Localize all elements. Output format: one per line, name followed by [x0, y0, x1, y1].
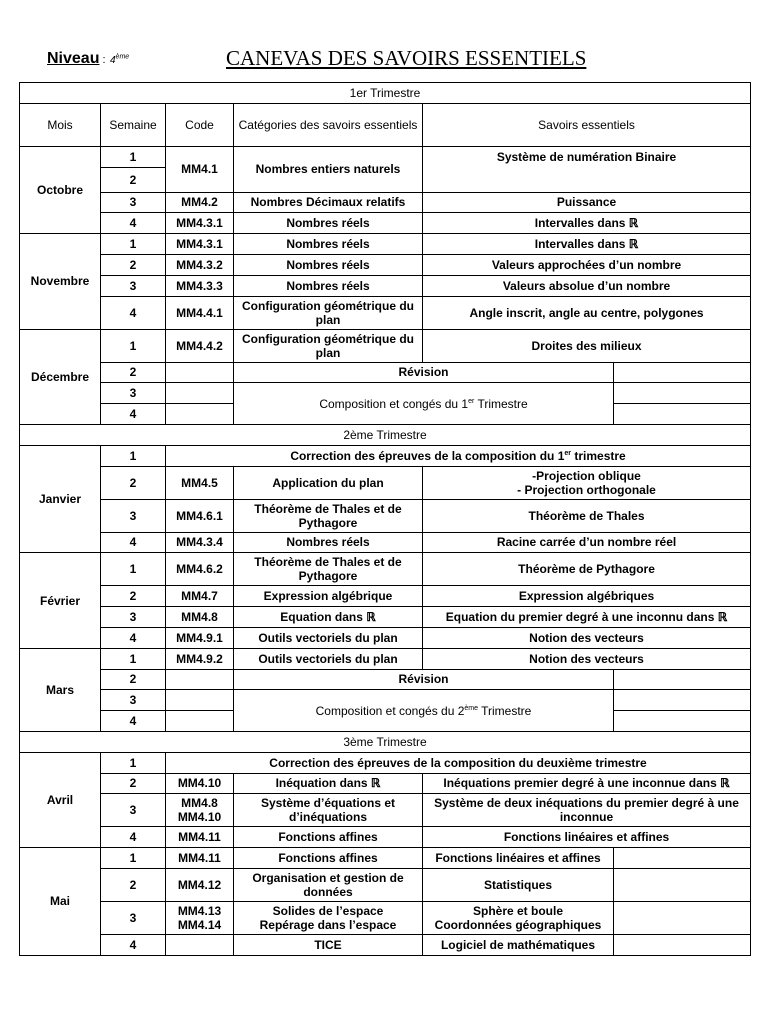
empty-cell: [166, 404, 234, 425]
composition-cell: [234, 690, 614, 732]
week-cell: 2: [101, 466, 166, 499]
week-cell: 2: [101, 167, 166, 192]
niveau-colon: :: [102, 54, 106, 66]
savoir-cell: [423, 466, 751, 499]
category-cell: Fonctions affines: [234, 848, 423, 869]
code-cell: MM4.5: [166, 466, 234, 499]
savoir-cell: Théorème de Thales: [423, 499, 751, 532]
category-cell: Nombres entiers naturels: [234, 146, 423, 192]
code-line: MM4.13: [177, 903, 222, 918]
category-cell: Configuration géométrique du plan: [234, 296, 423, 329]
table-row: [20, 254, 751, 275]
empty-cell: [166, 669, 234, 690]
savoir-cell: Intervalles dans ℝ: [423, 234, 751, 255]
week-cell: 4: [101, 296, 166, 329]
week-cell: 3: [101, 499, 166, 532]
composition-text: Composition et congés du 1: [319, 396, 469, 411]
code-line: MM4.10: [177, 810, 222, 825]
category-cell: Nombres réels: [234, 532, 423, 553]
empty-cell: [614, 901, 751, 934]
category-cell: Théorème de Thales et de Pythagore: [234, 553, 423, 586]
code-cell: MM4.6.2: [166, 553, 234, 586]
category-cell: Outils vectoriels du plan: [234, 648, 423, 669]
composition-text: Composition et congés du 2: [315, 703, 465, 718]
week-cell: 4: [101, 627, 166, 648]
savoir-cell: Racine carrée d’un nombre réel: [423, 532, 751, 553]
table-row: [20, 773, 751, 794]
category-cell: [234, 901, 423, 934]
category-cell: Nombres Décimaux relatifs: [234, 192, 423, 213]
week-cell: 2: [101, 362, 166, 383]
empty-cell: [166, 690, 234, 711]
table-row: [20, 607, 751, 628]
empty-cell: [166, 383, 234, 404]
category-cell: Application du plan: [234, 466, 423, 499]
table-row: [20, 848, 751, 869]
category-cell: Théorème de Thales et de Pythagore: [234, 499, 423, 532]
savoir-line: Sphère et boule: [472, 903, 564, 918]
code-cell: MM4.11: [166, 827, 234, 848]
week-cell: 3: [101, 383, 166, 404]
table-row: [20, 752, 751, 773]
week-cell: 2: [101, 586, 166, 607]
savoirs-table: [19, 82, 751, 956]
code-cell: MM4.4.1: [166, 296, 234, 329]
code-cell: MM4.3.1: [166, 234, 234, 255]
week-cell: 1: [101, 329, 166, 362]
week-cell: 1: [101, 234, 166, 255]
month-cell: Décembre: [20, 329, 101, 424]
code-cell: [166, 901, 234, 934]
empty-cell: [614, 711, 751, 732]
table-row: [20, 234, 751, 255]
col-header-savoirs: Savoirs essentiels: [423, 103, 751, 146]
table-row: [20, 445, 751, 466]
composition-end: Trimestre: [474, 396, 528, 411]
table-row: [20, 192, 751, 213]
category-cell: Nombres réels: [234, 234, 423, 255]
savoir-cell: Logiciel de mathématiques: [423, 934, 614, 955]
category-cell: TICE: [234, 934, 423, 955]
table-row: [20, 648, 751, 669]
savoir-cell: Notion des vecteurs: [423, 648, 751, 669]
category-cell: Système d’équations et d’inéquations: [234, 794, 423, 827]
savoir-cell: Expression algébriques: [423, 586, 751, 607]
week-cell: 1: [101, 553, 166, 586]
empty-cell: [614, 868, 751, 901]
trimester-row: [20, 731, 751, 752]
table-row: [20, 934, 751, 955]
savoir-line: -Projection oblique: [532, 468, 641, 483]
month-cell: Novembre: [20, 234, 101, 329]
code-cell: MM4.9.1: [166, 627, 234, 648]
composition-sup: ème: [464, 704, 479, 712]
savoir-cell: Fonctions linéaires et affines: [423, 848, 614, 869]
code-cell: MM4.11: [166, 848, 234, 869]
table-row: [20, 329, 751, 362]
table-row: [20, 296, 751, 329]
niveau-value: [110, 55, 129, 66]
correction-text: Correction des épreuves de la composition du 1: [290, 448, 565, 463]
code-cell: MM4.10: [166, 773, 234, 794]
niveau-label-group: [47, 50, 129, 68]
table-row: [20, 794, 751, 827]
niveau-sup: ème: [115, 53, 130, 61]
code-cell: MM4.9.2: [166, 648, 234, 669]
category-cell: Configuration géométrique du plan: [234, 329, 423, 362]
savoir-line: Coordonnées géographiques: [434, 917, 602, 932]
week-cell: 3: [101, 690, 166, 711]
table-row: [20, 827, 751, 848]
document-header: [0, 44, 768, 76]
savoir-cell: Droites des milieux: [423, 329, 751, 362]
table-row: [20, 901, 751, 934]
table-row: [20, 690, 751, 711]
trimester-label: 3ème Trimestre: [20, 731, 751, 752]
savoir-cell: Inéquations premier degré à une inconnue dans ℝ: [423, 773, 751, 794]
month-cell: Mai: [20, 848, 101, 956]
savoir-cell: Equation du premier degré à une inconnu dans ℝ: [423, 607, 751, 628]
table-row: [20, 532, 751, 553]
composition-end: Trimestre: [478, 703, 532, 718]
empty-cell: [166, 711, 234, 732]
category-cell: Expression algébrique: [234, 586, 423, 607]
week-cell: 2: [101, 669, 166, 690]
week-cell: 1: [101, 146, 166, 167]
code-cell: MM4.3.2: [166, 254, 234, 275]
week-cell: 3: [101, 192, 166, 213]
category-line: Solides de l’espace: [272, 903, 384, 918]
category-cell: Nombres réels: [234, 254, 423, 275]
savoir-cell: Puissance: [423, 192, 751, 213]
trimester-label: 1er Trimestre: [20, 83, 751, 104]
table-row: [20, 669, 751, 690]
trimester-label: 2ème Trimestre: [20, 424, 751, 445]
code-cell: MM4.6.1: [166, 499, 234, 532]
table-row: [20, 586, 751, 607]
niveau-label: Niveau: [47, 50, 100, 67]
category-line: Repérage dans l’espace: [259, 917, 397, 932]
empty-cell: [614, 848, 751, 869]
month-cell: Mars: [20, 648, 101, 731]
savoir-cell: Valeurs absolue d’un nombre: [423, 275, 751, 296]
table-row: [20, 868, 751, 901]
empty-cell: [614, 669, 751, 690]
category-cell: Organisation et gestion de données: [234, 868, 423, 901]
code-cell: MM4.3.4: [166, 532, 234, 553]
col-header-mois: Mois: [20, 103, 101, 146]
week-cell: 2: [101, 868, 166, 901]
savoir-cell: Angle inscrit, angle au centre, polygones: [423, 296, 751, 329]
week-cell: 4: [101, 711, 166, 732]
code-cell: MM4.1: [166, 146, 234, 192]
category-cell: Equation dans ℝ: [234, 607, 423, 628]
week-cell: 3: [101, 794, 166, 827]
week-cell: 4: [101, 404, 166, 425]
code-cell: MM4.7: [166, 586, 234, 607]
trimester-row: [20, 83, 751, 104]
code-line: MM4.8: [181, 796, 218, 811]
code-cell: MM4.3.1: [166, 213, 234, 234]
savoir-cell: Fonctions linéaires et affines: [423, 827, 751, 848]
month-cell: Janvier: [20, 445, 101, 553]
week-cell: 3: [101, 275, 166, 296]
code-cell: MM4.8: [166, 607, 234, 628]
month-cell: Octobre: [20, 146, 101, 233]
week-cell: 2: [101, 254, 166, 275]
savoir-cell: Intervalles dans ℝ: [423, 213, 751, 234]
savoir-cell: Système de deux inéquations du premier degré à une inconnue: [423, 794, 751, 827]
column-header-row: [20, 103, 751, 146]
table-row: [20, 213, 751, 234]
trimester-row: [20, 424, 751, 445]
table-row: [20, 275, 751, 296]
empty-cell: [614, 383, 751, 404]
empty-cell: [614, 362, 751, 383]
week-cell: 4: [101, 213, 166, 234]
table-row: [20, 466, 751, 499]
savoir-cell: Système de numération Binaire: [423, 146, 751, 192]
category-cell: Nombres réels: [234, 275, 423, 296]
week-cell: 4: [101, 532, 166, 553]
correction-cell: Correction des épreuves de la composition du deuxième trimestre: [166, 752, 751, 773]
empty-cell: [614, 934, 751, 955]
week-cell: 4: [101, 934, 166, 955]
table-row: [20, 383, 751, 404]
table-row: [20, 362, 751, 383]
col-header-categories: Catégories des savoirs essentiels: [234, 103, 423, 146]
correction-end: trimestre: [571, 448, 626, 463]
table-row: [20, 553, 751, 586]
category-cell: Inéquation dans ℝ: [234, 773, 423, 794]
week-cell: 2: [101, 773, 166, 794]
code-cell: MM4.12: [166, 868, 234, 901]
table-row: [20, 146, 751, 167]
week-cell: 1: [101, 445, 166, 466]
category-cell: Nombres réels: [234, 213, 423, 234]
week-cell: 3: [101, 901, 166, 934]
code-cell: [166, 794, 234, 827]
revision-cell: Révision: [234, 669, 614, 690]
code-line: MM4.14: [177, 917, 222, 932]
savoir-cell: Théorème de Pythagore: [423, 553, 751, 586]
category-cell: Fonctions affines: [234, 827, 423, 848]
week-cell: 1: [101, 848, 166, 869]
code-cell: MM4.2: [166, 192, 234, 213]
correction-cell: [166, 445, 751, 466]
col-header-code: Code: [166, 103, 234, 146]
month-cell: Février: [20, 553, 101, 648]
correction-sup: er: [564, 449, 572, 457]
savoir-cell: Valeurs approchées d’un nombre: [423, 254, 751, 275]
month-cell: Avril: [20, 752, 101, 847]
savoir-line: - Projection orthogonale: [517, 482, 656, 497]
empty-cell: [614, 690, 751, 711]
savoir-cell: Notion des vecteurs: [423, 627, 751, 648]
composition-sup: er: [468, 397, 475, 405]
col-header-semaine: Semaine: [101, 103, 166, 146]
empty-cell: [166, 934, 234, 955]
week-cell: 1: [101, 648, 166, 669]
empty-cell: [614, 404, 751, 425]
revision-cell: Révision: [234, 362, 614, 383]
week-cell: 4: [101, 827, 166, 848]
week-cell: 3: [101, 607, 166, 628]
savoir-cell: [423, 901, 614, 934]
page-title: CANEVAS DES SAVOIRS ESSENTIELS: [226, 46, 587, 70]
table-row: [20, 499, 751, 532]
composition-cell: [234, 383, 614, 425]
empty-cell: [166, 362, 234, 383]
category-cell: Outils vectoriels du plan: [234, 627, 423, 648]
niveau-number: 4: [109, 55, 116, 66]
code-cell: MM4.3.3: [166, 275, 234, 296]
table-row: [20, 627, 751, 648]
week-cell: 1: [101, 752, 166, 773]
code-cell: MM4.4.2: [166, 329, 234, 362]
savoir-cell: Statistiques: [423, 868, 614, 901]
